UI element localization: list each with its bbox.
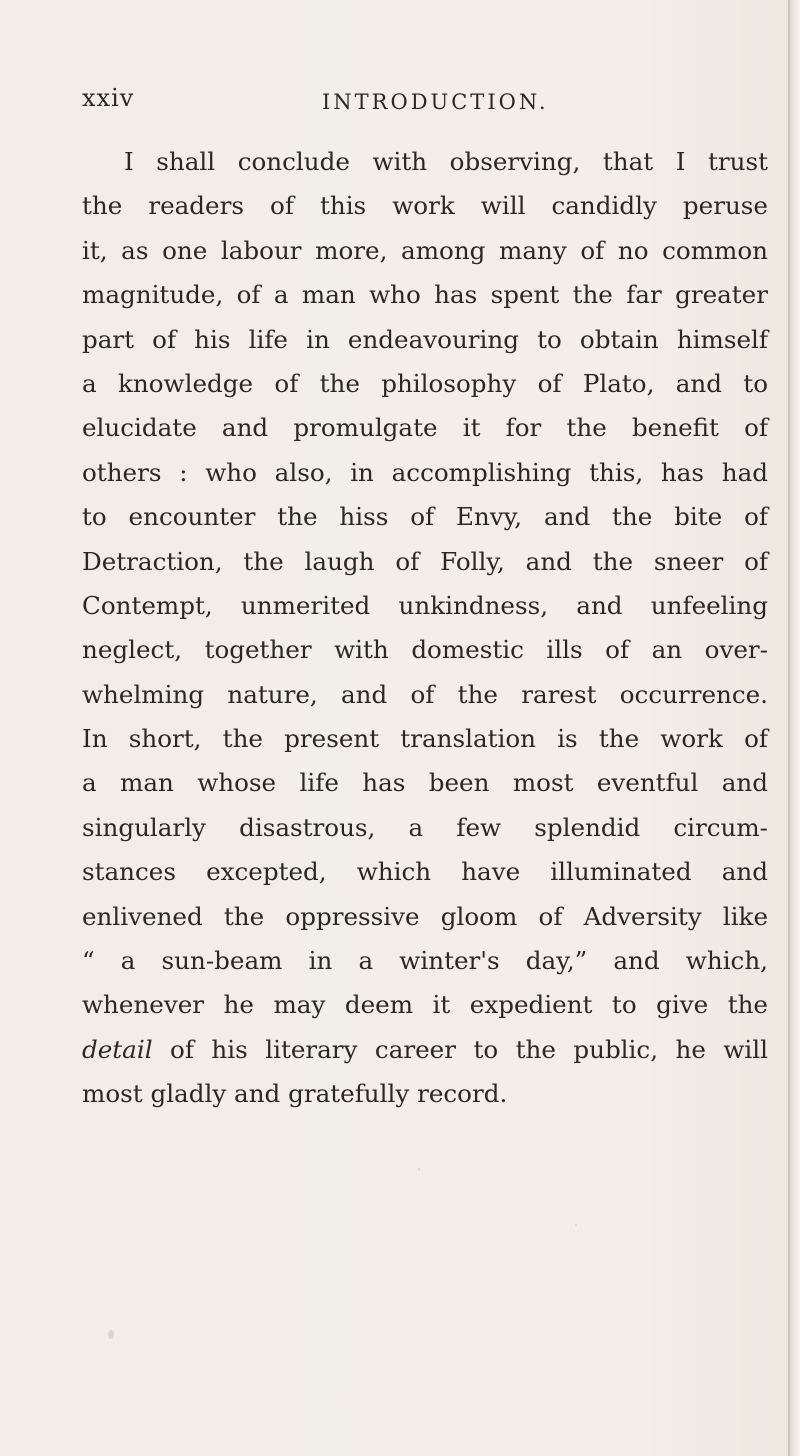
text-line: Detraction, the laugh of Folly, and the sneer of bbox=[82, 546, 768, 576]
text-line: I shall conclude with observing, that I trust bbox=[124, 147, 768, 176]
text-line: others : who also, in accomplishing this, has had bbox=[82, 457, 768, 487]
paper-speck bbox=[108, 1330, 114, 1339]
text-line: whelming nature, and of the rarest occurrence. bbox=[82, 679, 768, 709]
page-edge-shadow bbox=[790, 0, 800, 1456]
running-head-title: INTRODUCTION. bbox=[322, 90, 549, 114]
text-line: magnitude, of a man who has spent the far greater bbox=[82, 280, 768, 310]
text-line-final: most gladly and gratefully record. bbox=[82, 1079, 508, 1109]
text-line: enlivened the oppressive gloom of Adversity like bbox=[82, 901, 768, 931]
text-line: neglect, together with domestic ills of an over- bbox=[82, 635, 768, 665]
text-line: “ a sun-beam in a winter's day,” and which, bbox=[82, 946, 768, 976]
text-line: whenever he may deem it expedient to give the bbox=[82, 990, 768, 1020]
body-paragraph bbox=[82, 140, 768, 1117]
running-head bbox=[82, 84, 762, 124]
text-line: singularly disastrous, a few splendid circum- bbox=[82, 812, 768, 842]
text-line: part of his life in endeavouring to obtain himself bbox=[82, 324, 768, 354]
text-line: In short, the present translation is the work of bbox=[82, 724, 768, 754]
paper-speck bbox=[575, 1224, 577, 1226]
text-line bbox=[82, 1028, 768, 1072]
text-line: elucidate and promulgate it for the benefit of bbox=[82, 413, 768, 443]
page-number: xxiv bbox=[82, 84, 135, 112]
paper-speck bbox=[418, 1168, 420, 1171]
text-line: the readers of this work will candidly peruse bbox=[82, 191, 768, 221]
text-line: to encounter the hiss of Envy, and the bite of bbox=[82, 502, 768, 532]
text-line: Contempt, unmerited unkindness, and unfeeling bbox=[82, 590, 768, 620]
text-line: stances excepted, which have illuminated and bbox=[82, 857, 768, 887]
text-line: a man whose life has been most eventful and bbox=[82, 768, 768, 798]
text-line: it, as one labour more, among many of no common bbox=[82, 235, 768, 265]
italic-word: detail bbox=[82, 1034, 153, 1064]
line-remainder: of his literary career to the public, he will bbox=[152, 1034, 768, 1064]
text-line: a knowledge of the philosophy of Plato, and to bbox=[82, 368, 768, 398]
